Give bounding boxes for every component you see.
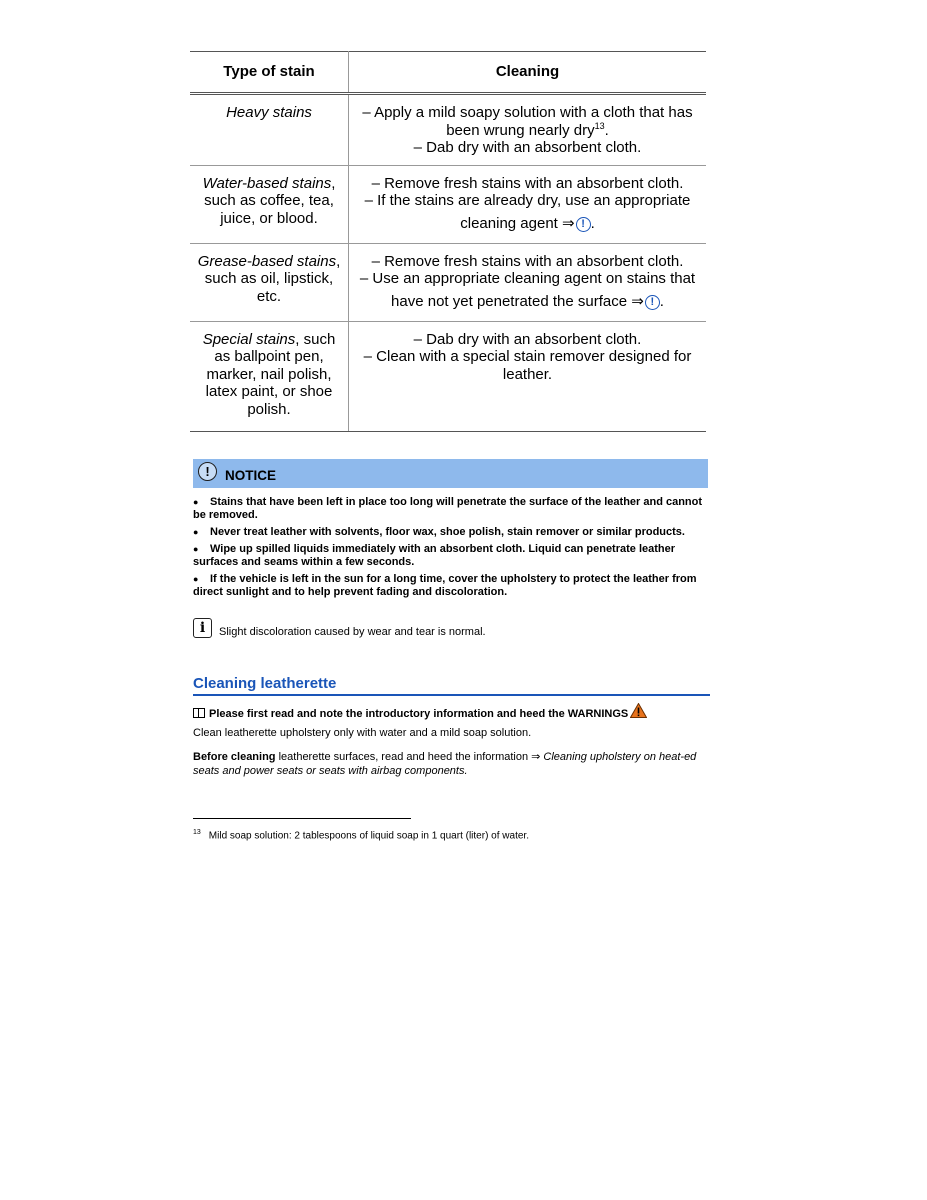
- bullet-icon: ●: [193, 574, 199, 584]
- notice-item-text: Wipe up spilled liquids immediately with an absorbent cloth. Liquid can penetrate leather surfaces and seams within a few seconds.: [193, 543, 676, 568]
- intro-line: [193, 703, 647, 720]
- before-cleaning-text: leatherette surfaces, read and heed the information ⇒: [275, 751, 544, 763]
- notice-header: [193, 459, 708, 488]
- cross-reference-link[interactable]: Cleaning upholstery on heat-ed seats and power seats or seats with airbag components.: [193, 751, 697, 777]
- header-type-of-stain: Type of stain: [190, 52, 349, 94]
- cleaning-line: – Apply a mild soapy solution with a cloth that has: [362, 104, 693, 121]
- cleaning-line: – Clean with a special stain remover designed for leather.: [363, 348, 692, 383]
- list-item: [193, 573, 708, 599]
- notice-item-text: Stains that have been left in place too long will penetrate the surface of the leather and cannot be removed.: [193, 496, 703, 521]
- list-item: [193, 496, 708, 522]
- notice-reference-icon[interactable]: !: [576, 217, 591, 232]
- book-icon: [193, 708, 205, 718]
- info-text: Slight discoloration caused by wear and tear is normal.: [219, 626, 486, 638]
- cleaning-line: – If the stains are already dry, use an appropriate: [364, 192, 691, 209]
- stain-type-name: Grease-based stains: [197, 252, 337, 270]
- cleaning-line: – Dab dry with an absorbent cloth.: [413, 330, 642, 348]
- stain-type-cell: [190, 165, 349, 243]
- stain-cleaning-table: [190, 51, 706, 432]
- notice-item-text: Never treat leather with solvents, floor wax, shoe polish, stain remover or similar products.: [210, 526, 685, 538]
- header-cleaning: Cleaning: [349, 52, 707, 94]
- cleaning-line-with-footnote: [355, 122, 700, 140]
- cleaning-cell: [349, 165, 707, 243]
- cleaning-cell: [349, 321, 707, 431]
- bullet-icon: ●: [193, 497, 199, 507]
- cleaning-line: – Use an appropriate cleaning agent on stains that: [359, 270, 696, 287]
- footnote: [193, 829, 529, 841]
- info-icon: i: [193, 618, 212, 638]
- stain-type-cell: [190, 94, 349, 166]
- intro-text: Please first read and note the introductory information and heed the WARNINGS: [209, 708, 629, 720]
- cleaning-line-with-ref: cleaning agent ⇒ ! .: [460, 214, 595, 232]
- stain-type-name: Water-based stains: [202, 174, 332, 192]
- notice-list: [193, 496, 708, 603]
- table-row: [190, 243, 706, 321]
- stain-type-cell: [190, 321, 349, 431]
- warning-triangle-icon[interactable]: [630, 703, 647, 718]
- paragraph-leatherette-cleaning: Clean leatherette upholstery only with water and a mild soap solution.: [193, 727, 532, 739]
- footnote-number: 13: [193, 829, 201, 836]
- notice-item-text: If the vehicle is left in the sun for a long time, cover the upholstery to protect the leather from direct sunlight and to help prevent fading and discoloration.: [193, 573, 697, 598]
- list-item: [193, 526, 708, 539]
- footnote-text: Mild soap solution: 2 tablespoons of liquid soap in 1 quart (liter) of water.: [208, 830, 529, 842]
- stain-type-name: Special stains: [202, 330, 296, 348]
- table-header-row: [190, 52, 706, 94]
- cleaning-cell: [349, 243, 707, 321]
- paragraph-before-cleaning: [193, 750, 708, 778]
- cleaning-line-with-ref: have not yet penetrated the surface ⇒ ! .: [391, 292, 664, 310]
- footnote-reference[interactable]: 13: [594, 120, 605, 131]
- cleaning-line-text: cleaning agent ⇒: [460, 214, 575, 232]
- bullet-icon: ●: [193, 544, 199, 554]
- table-row: [190, 321, 706, 431]
- cleaning-line-text: been wrung nearly dry: [446, 121, 595, 139]
- table-row: [190, 165, 706, 243]
- section-heading: Cleaning leatherette: [193, 675, 710, 696]
- stain-type-examples: , such as ballpoint pen, marker, nail polish, latex paint, or shoe polish.: [205, 330, 336, 418]
- notice-reference-icon[interactable]: !: [645, 295, 660, 310]
- cleaning-cell: [349, 94, 707, 166]
- before-cleaning-label: Before cleaning: [193, 751, 276, 763]
- stain-type-name: Heavy stains: [226, 104, 312, 121]
- bullet-icon: ●: [193, 527, 199, 537]
- cleaning-line: – Remove fresh stains with an absorbent cloth.: [371, 174, 684, 192]
- notice-circle-exclamation-icon: !: [198, 462, 217, 481]
- cleaning-line-text: have not yet penetrated the surface ⇒: [391, 292, 644, 310]
- cleaning-line-period: .: [604, 121, 609, 139]
- list-item: [193, 543, 708, 569]
- cleaning-line: – Dab dry with an absorbent cloth.: [413, 139, 642, 156]
- notice-title: NOTICE: [225, 468, 277, 483]
- footnote-divider: [193, 818, 411, 819]
- stain-type-examples: , such as oil, lipstick, etc.: [204, 252, 341, 305]
- stain-type-examples: , such as coffee, tea, juice, or blood.: [204, 174, 336, 227]
- table-row: [190, 94, 706, 166]
- stain-type-cell: [190, 243, 349, 321]
- cleaning-line: – Remove fresh stains with an absorbent cloth.: [371, 252, 684, 270]
